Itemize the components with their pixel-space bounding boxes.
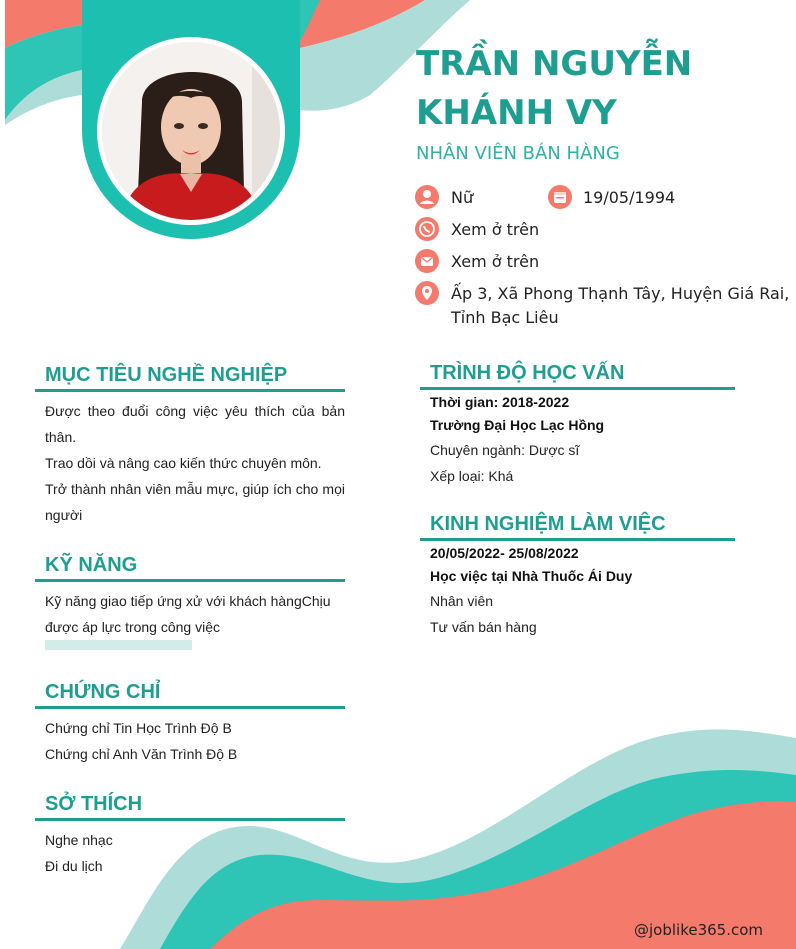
phone-value: Xem ở trên — [451, 220, 540, 239]
hobbies-title: SỞ THÍCH — [45, 793, 143, 815]
name-line-1: TRẦN NGUYỄN — [416, 44, 693, 84]
hobbies-divider — [35, 818, 345, 821]
skills-title: KỸ NĂNG — [45, 554, 138, 576]
experience-divider — [420, 538, 735, 541]
hobby-item: Đi du lịch — [45, 858, 103, 874]
phone-icon — [415, 217, 439, 241]
objective-divider — [35, 389, 345, 392]
certificates-divider — [35, 706, 345, 709]
skill-level-fill — [45, 640, 192, 650]
mail-icon — [415, 249, 439, 273]
education-major: Chuyên ngành: Dược sĩ — [430, 442, 580, 458]
address-line-2: Tỉnh Bạc Liêu — [451, 308, 559, 327]
location-icon — [415, 281, 439, 305]
objective-paragraph-3: Trở thành nhân viên mẫu mực, giúp ích cho mọi người — [45, 481, 345, 523]
objective-paragraph-2: Trao dồi và nâng cao kiến thức chuyên môn. — [45, 455, 322, 471]
calendar-icon — [548, 185, 572, 209]
education-school: Trường Đại Học Lạc Hồng — [430, 417, 605, 433]
skill-level-bar — [45, 640, 345, 650]
user-icon — [415, 185, 439, 209]
certificates-title: CHỨNG CHỈ — [45, 681, 161, 703]
skills-divider — [35, 579, 345, 582]
experience-title: KINH NGHIỆM LÀM VIỆC — [430, 513, 666, 535]
experience-task: Tư vấn bán hàng — [430, 619, 537, 635]
skills-text: Kỹ năng giao tiếp ứng xử với khách hàngChịu được áp lực trong công việc — [45, 593, 331, 635]
address-line-1: Ấp 3, Xã Phong Thạnh Tây, Huyện Giá Rai, — [451, 284, 790, 303]
experience-position: Nhân viên — [430, 593, 494, 609]
birthday-value: 19/05/1994 — [583, 188, 676, 207]
name-line-2: KHÁNH VY — [416, 93, 617, 133]
certificate-item: Chứng chỉ Tin Học Trình Độ B — [45, 720, 232, 736]
education-divider — [420, 387, 735, 390]
avatar — [102, 42, 280, 220]
education-grade: Xếp loại: Khá — [430, 468, 514, 484]
job-title: NHÂN VIÊN BÁN HÀNG — [416, 143, 620, 164]
certificate-item: Chứng chỉ Anh Văn Trình Độ B — [45, 746, 238, 762]
watermark[interactable]: @joblike365.com — [634, 921, 764, 939]
experience-period: 20/05/2022- 25/08/2022 — [430, 545, 579, 561]
education-title: TRÌNH ĐỘ HỌC VẤN — [430, 362, 625, 384]
experience-company: Học việc tại Nhà Thuốc Ái Duy — [430, 568, 633, 584]
gender-value: Nữ — [451, 188, 474, 207]
email-value: Xem ở trên — [451, 252, 540, 271]
objective-paragraph-1: Được theo đuổi công việc yêu thích của bản thân. — [45, 403, 345, 445]
education-period: Thời gian: 2018-2022 — [430, 394, 570, 410]
objective-title: MỤC TIÊU NGHỀ NGHIỆP — [45, 364, 288, 386]
hobby-item: Nghe nhạc — [45, 832, 113, 848]
